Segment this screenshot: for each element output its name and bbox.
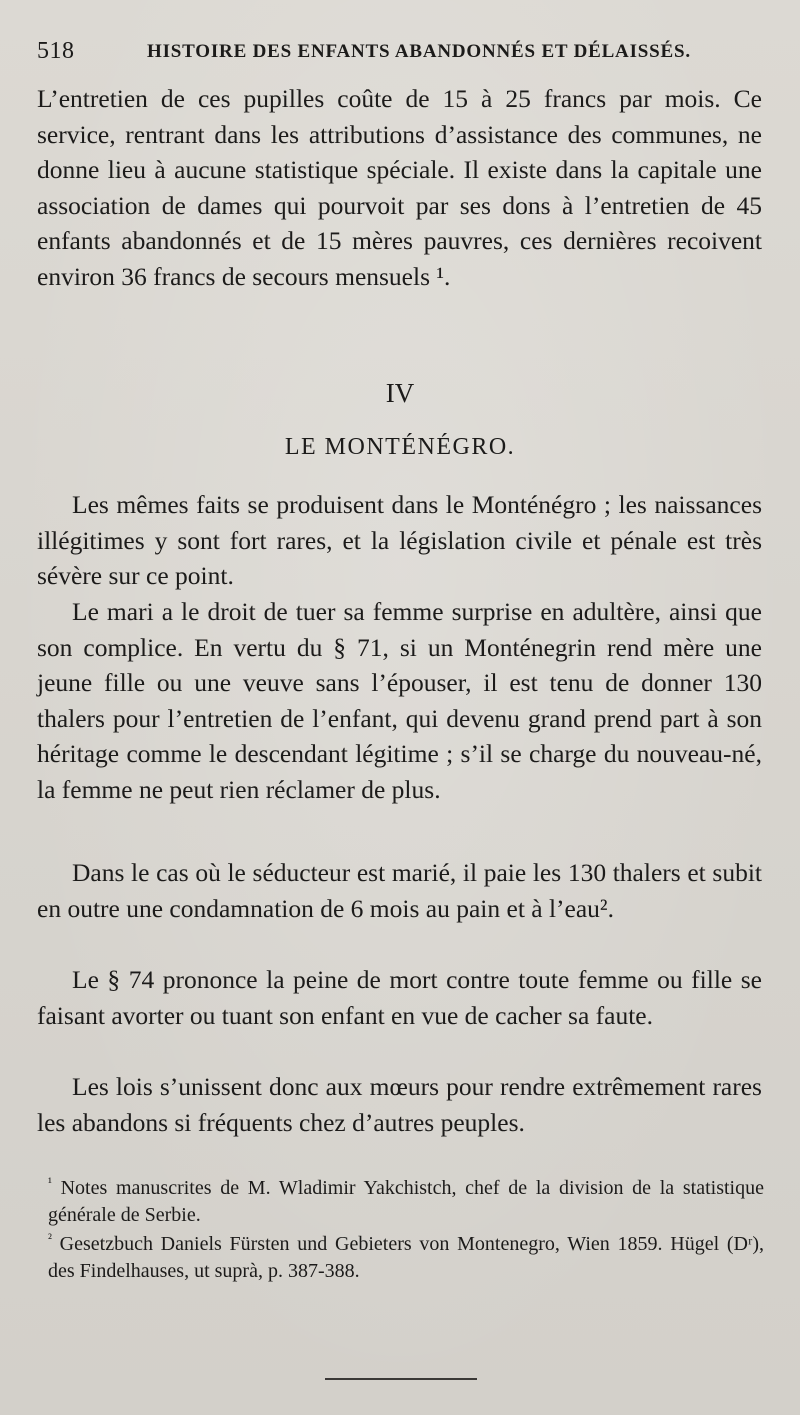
paragraph-entretien: L’entretien de ces pupilles coûte de 15 à 25 francs par mois. Ce service, rentrant dans les attributions d’assistance des communes, ne donne lieu à aucune statistique spéciale. Il existe dans la capitale une association de dames qui pourvoit par ses dons à l’entretien de 45 enfants abandonnés et de 15 mères pauvres, ces dernières recoivent environ 36 francs de secours mensuels ¹. — [37, 84, 762, 291]
paragraph-mari-droit: Le mari a le droit de tuer sa femme surprise en adultère, ainsi que son complice. En vertu du § 71, si un Monténegrin rend mère une jeune fille ou une veuve sans l’épouser, il est tenu de donner 130 thalers pour l’entretien de l’enfant, qui devenu grand prend part à son héritage comme le descendant légitime ; s’il se charge du nouveau-né, la femme ne peut rien réclamer de plus. — [37, 597, 762, 804]
page-header — [37, 38, 763, 72]
paragraph-peine-de-mort: Le § 74 prononce la peine de mort contre toute femme ou fille se faisant avorter ou tuant son enfant en vue de cacher sa faute. — [37, 965, 762, 1030]
footnote-2-text: Gesetzbuch Daniels Fürsten und Gebieters von Montenegro, Wien 1859. Hügel (Dʳ), des Findelhauses, ut suprà, p. 387-388. — [48, 1233, 764, 1282]
footnote-2 — [48, 1231, 764, 1285]
footnote-1-mark: ¹ — [48, 1174, 52, 1190]
paragraph-memes-faits: Les mêmes faits se produisent dans le Monténégro ; les naissances illégitimes y sont fort rares, et la législation civile et pénale est très sévère sur ce point. — [37, 490, 762, 590]
section-title: LE MONTÉNÉGRO. — [284, 434, 516, 460]
paragraph-seducteur: Dans le cas où le séducteur est marié, il paie les 130 thalers et subit en outre une condamnation de 6 mois au pain et à l’eau². — [37, 858, 762, 923]
footnote-1-text: Notes manuscrites de M. Wladimir Yakchistch, chef de la division de la statistique générale de Serbie. — [48, 1177, 764, 1226]
running-head: HISTOIRE DES ENFANTS ABANDONNÉS ET DÉLAISSÉS. — [147, 41, 691, 62]
bottom-rule — [325, 1378, 477, 1380]
paragraph-lois: Les lois s’unissent donc aux mœurs pour rendre extrêmement rares les abandons si fréquents chez d’autres peuples. — [37, 1072, 762, 1137]
footnote-1 — [48, 1175, 764, 1229]
footnote-2-mark: ² — [48, 1230, 52, 1246]
page-number: 518 — [37, 38, 75, 64]
section-number: IV — [385, 378, 415, 408]
